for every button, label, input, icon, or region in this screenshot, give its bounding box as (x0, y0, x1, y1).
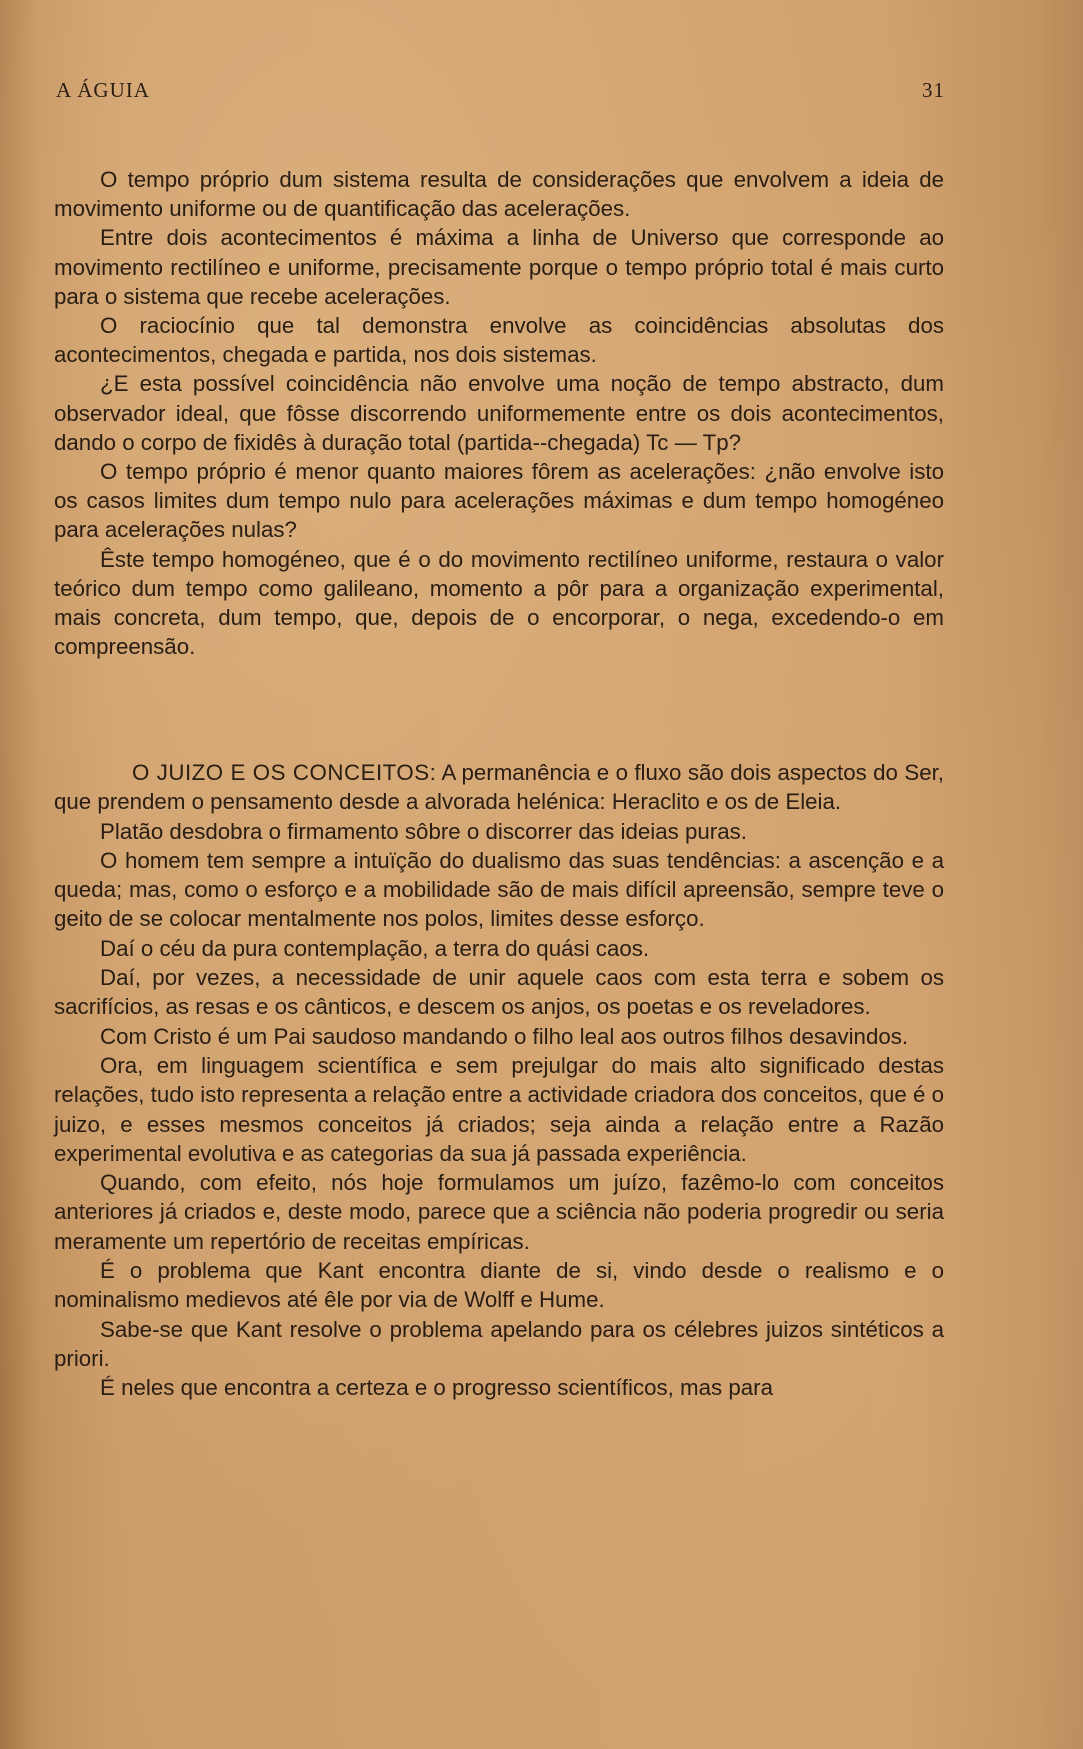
paragraph: Daí o céu da pura contemplação, a terra do quási caos. (100, 935, 650, 961)
page-number: 31 (922, 78, 945, 102)
section-heading: O JUIZO E OS CONCEITOS: (132, 760, 437, 785)
paragraph: O tempo próprio é menor quanto maiores fôrem as acelerações: ¿não envolve isto os casos limites dum tempo nulo para acelerações máximas e dum tempo homogéneo para acelerações nulas? (54, 459, 944, 543)
paragraph: É neles que encontra a certeza e o progresso scientíficos, mas para (100, 1375, 773, 1401)
paragraph: Ora, em linguagem scientífica e sem prejulgar do mais alto significado destas relações, tudo isto representa a relação entre a actividade criadora dos conceitos, que é o juizo, e esses mesmos conceitos já criados; seja ainda a relação entre a Razão experimental evolutiva e as categorias da sua já passada experiência. (54, 1052, 944, 1166)
paragraph: Daí, por vezes, a necessidade de unir aquele caos com esta terra e sobem os sacrifícios, as resas e os cânticos, e descem os anjos, os poetas e os reveladores. (54, 965, 944, 1020)
paragraph: ¿E esta possível coincidência não envolve uma noção de tempo abstracto, dum observador ideal, que fôsse discorrendo uniformemente entre os dois acontecimentos, dando o corpo de fixidês à duração total (partida--chegada) Tc — Tp? (54, 371, 944, 455)
paragraph: Entre dois acontecimentos é máxima a linha de Universo que corresponde ao movimento rectilíneo e uniforme, precisamente porque o tempo próprio total é mais curto para o sistema que recebe acelerações. (54, 225, 944, 309)
paragraph: É o problema que Kant encontra diante de si, vindo desde o realismo e o nominalismo medievos até êle por via de Wolff e Hume. (54, 1258, 944, 1313)
paragraph: O raciocínio que tal demonstra envolve as coincidências absolutas dos acontecimentos, chegada e partida, nos dois sistemas. (54, 313, 944, 368)
paragraph: O homem tem sempre a intuïção do dualismo das suas tendências: a ascenção e a queda; mas, como o esforço e a mobilidade são de mais difícil apreensão, sempre teve o geito de se colocar mentalmente nos polos, limites desse esforço. (54, 847, 944, 932)
paragraph: Sabe-se que Kant resolve o problema apelando para os célebres juizos sintéticos a priori. (54, 1316, 944, 1371)
paragraph: O tempo próprio dum sistema resulta de considerações que envolvem a ideia de movimento uniforme ou de quantificação das acelerações. (54, 167, 944, 222)
section-juizo-conceitos (54, 758, 944, 1403)
section-opening-paragraph (54, 758, 944, 817)
paragraph: Com Cristo é um Pai saudoso mandando o filho leal aos outros filhos desavindos. (100, 1023, 909, 1049)
paragraph: Quando, com efeito, nós hoje formulamos um juízo, fazêmo-lo com conceitos anteriores já criados e, deste modo, parece que a sciência não poderia progredir ou seria meramente um repertório de receitas empíricas. (54, 1170, 944, 1254)
paragraph: Êste tempo homogéneo, que é o do movimento rectilíneo uniforme, restaura o valor teórico dum tempo como galileano, momento a pôr para a organização experimental, mais concreta, dum tempo, que, depois de o encorporar, o nega, excedendo-o em compreensão. (54, 546, 944, 660)
section-tempo-proprio (54, 165, 944, 661)
running-title: A ÁGUIA (56, 78, 150, 102)
paragraph: Platão desdobra o firmamento sôbre o discorrer das ideias puras. (100, 818, 747, 844)
paragraph-text: A permanência e o fluxo são dois aspectos do Ser, que prendem o pensamento desde a alvorada helénica: Heraclito e os de Eleia. (54, 760, 944, 815)
page-header (56, 78, 945, 103)
